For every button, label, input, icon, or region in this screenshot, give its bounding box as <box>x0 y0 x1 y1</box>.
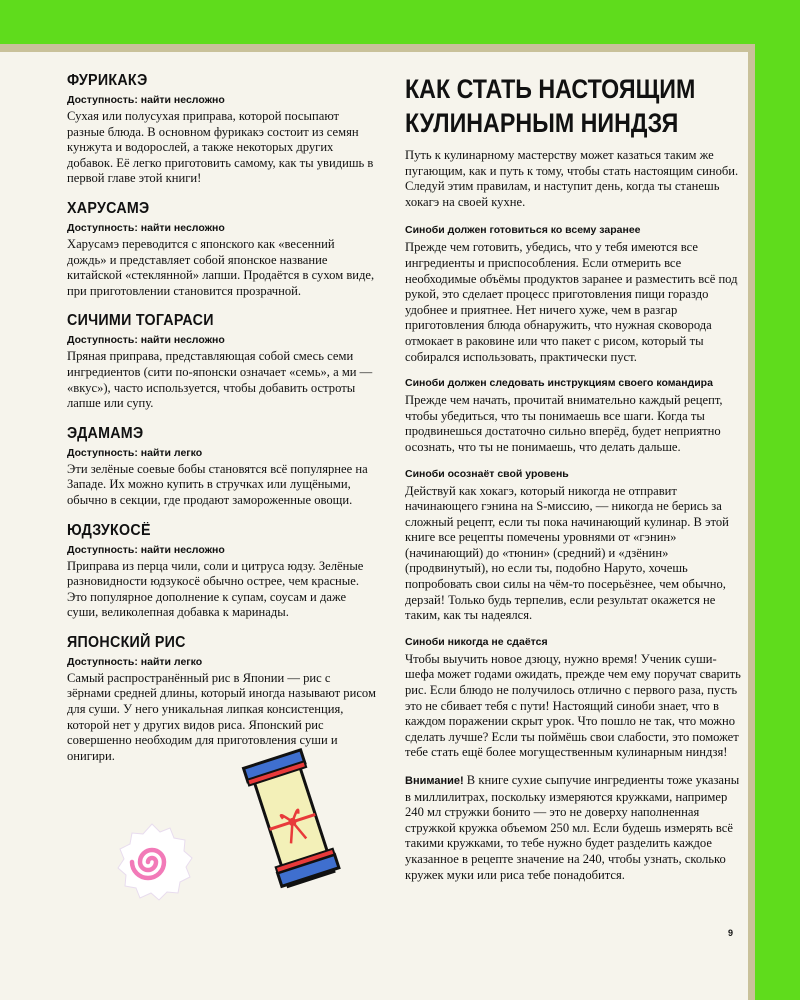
ingredient-entry <box>67 312 377 411</box>
rule-heading: Синоби должен следовать инструкциям своего командира <box>405 377 713 390</box>
ingredient-description: Харусамэ переводится с японского как «весенний дождь» и представляет собой японское название китайской «стеклянной» лапши. Продаётся в сухом виде, при приготовлении становится прозрачной. <box>67 236 375 298</box>
ingredient-availability: Доступность: найти легко <box>67 655 203 668</box>
naruto-fishcake-icon <box>110 820 195 905</box>
ingredient-description: Эти зелёные соевые бобы становятся всё популярнее на Западе. Их можно купить в стручках или лущёными, обычно в секции, где продают замороженные овощи. <box>67 461 368 507</box>
rule-heading: Синоби должен готовиться ко всему заранее <box>405 224 641 237</box>
ingredient-title: ХАРУСАМЭ <box>67 199 150 217</box>
ingredient-availability: Доступность: найти несложно <box>67 334 225 347</box>
note-label: Внимание! <box>405 775 464 787</box>
rule-section <box>405 636 745 761</box>
ingredient-title: ЮДЗУКОСЁ <box>67 521 151 539</box>
ingredient-entry <box>67 425 377 509</box>
scroll-icon <box>240 745 350 895</box>
rule-heading: Синоби осознаёт свой уровень <box>405 467 569 480</box>
ingredient-availability: Доступность: найти легко <box>67 446 203 459</box>
ingredient-availability: Доступность: найти несложно <box>67 94 225 106</box>
ingredient-title: ЭДАМАМЭ <box>67 424 144 442</box>
ninja-rules-column <box>405 72 745 883</box>
intro-text: Путь к кулинарному мастерству может казаться таким же пугающим, как и путь к тому, чтобы стать настоящим синоби. Следуй этим правилам, и наступит день, когда ты станешь хокагэ на своей кухне. <box>405 148 739 209</box>
rule-text: Прежде чем готовить, убедись, что у тебя имеются все ингредиенты и приспособления. Если отмерить все необходимые объёмы продуктов заранее и разместить всё под рукой, это сделает процесс приготовления пищи гораздо удобнее и приятнее. Нет ничего хуже, чем в разгар приготовления блюда обнаружить, что нужная сковорода отмокает в раковине или что пакет с рисом, который ты собирался использовать, практически пуст. <box>405 240 738 364</box>
ingredient-entry <box>67 522 377 621</box>
ingredient-description: Сухая или полусухая приправа, которой посыпают разные блюда. В основном фурикакэ состоит из семян кунжута и водорослей, а также некоторых других добавок. Её легко приготовить самому, как ты увидишь в первой главе этой книги! <box>67 109 374 186</box>
ingredients-column <box>67 72 377 777</box>
rule-section <box>405 377 745 455</box>
ingredient-entry <box>67 72 377 187</box>
ingredient-title: СИЧИМИ ТОГАРАСИ <box>67 312 214 330</box>
page-number: 9 <box>728 928 734 938</box>
ingredient-description: Пряная приправа, представляющая собой смесь семи ингредиентов (сити по-японски означает «семь», а ми — «вкус»), часто используется, чтобы добавить остроты лапше или супу. <box>67 349 373 411</box>
rule-section <box>405 468 745 624</box>
rule-heading: Синоби никогда не сдаётся <box>405 635 548 648</box>
page-title: КАК СТАТЬ НАСТОЯЩИМ КУЛИНАРНЫМ НИНДЗЯ <box>405 74 696 138</box>
ingredient-title: ФУРИКАКЭ <box>67 72 148 89</box>
ingredient-title: ЯПОНСКИЙ РИС <box>67 633 186 651</box>
rule-text: Прежде чем начать, прочитай внимательно каждый рецепт, чтобы убедиться, что ты понимаешь все шаги. Когда ты продвинешься достаточно сильно вперёд, будет неприятно осознать, что ты не понимаешь, что делать дальше. <box>405 393 723 454</box>
note-text: В книге сухие сыпучие ингредиенты тоже указаны в миллилитрах, поскольку измеряются кружками, например 240 мл стружки бонито — это не доверху наполненная стружкой кружка объемом 250 мл. Если будешь измерять всё такими кружками, то тебе нужно будет разделить каждое указанное в рецепте значение на 240, чтобы узнать, сколько кружек муки или риса тебе понадобится. <box>405 773 740 882</box>
ingredient-availability: Доступность: найти несложно <box>67 543 225 556</box>
ingredient-description: Приправа из перца чили, соли и цитруса юдзу. Зелёные разновидности юдзукосё обычно острее, чем красные. Это популярное дополнение к супам, соусам и даже суши, великолепная добавка к маринады. <box>67 558 364 620</box>
rule-text: Действуй как хокагэ, который никогда не отправит начинающего гэнина на S-миссию, — никогда не берись за сложный рецепт, если ты пока начинающий кулинар. В этой книге все рецепты помечены уровнями от «гэнин» (начинающий) до «тюнин» (средний) и «дзёнин» (продвинутый), но если ты, подобно Наруто, хочешь попробовать свои силы на чём-то посерьёзнее, чем обычно, дерзай! Только будь терпелив, если результат окажется не таким, как ты надеялся. <box>405 483 729 623</box>
ingredient-description: Самый распространённый рис в Японии — рис с зёрнами средней длины, который иногда называют рисом для суши. У него уникальная липкая консистенция, которой нет у других видов риса. Японский рис совершенно необходим для приготовления суши и онигири. <box>67 670 376 763</box>
ingredient-availability: Доступность: найти несложно <box>67 221 225 234</box>
measurement-note <box>405 773 745 883</box>
rule-section <box>405 224 745 365</box>
ingredient-entry <box>67 200 377 299</box>
rule-text: Чтобы выучить новое дзюцу, нужно время! Ученик суши-шефа может годами ожидать, прежде чем ему поручат сварить рис. Если блюдо не получилось отлично с первого раза, пусть это не сбивает тебя с пути! Настоящий синоби знает, что в каждом поражении скрыт урок. Что пошло не так, что можно сделать лучше? Если ты поймёшь свои слабости, это поможет тебе стать ещё более могущественным кулинарным ниндзя! <box>405 651 741 760</box>
